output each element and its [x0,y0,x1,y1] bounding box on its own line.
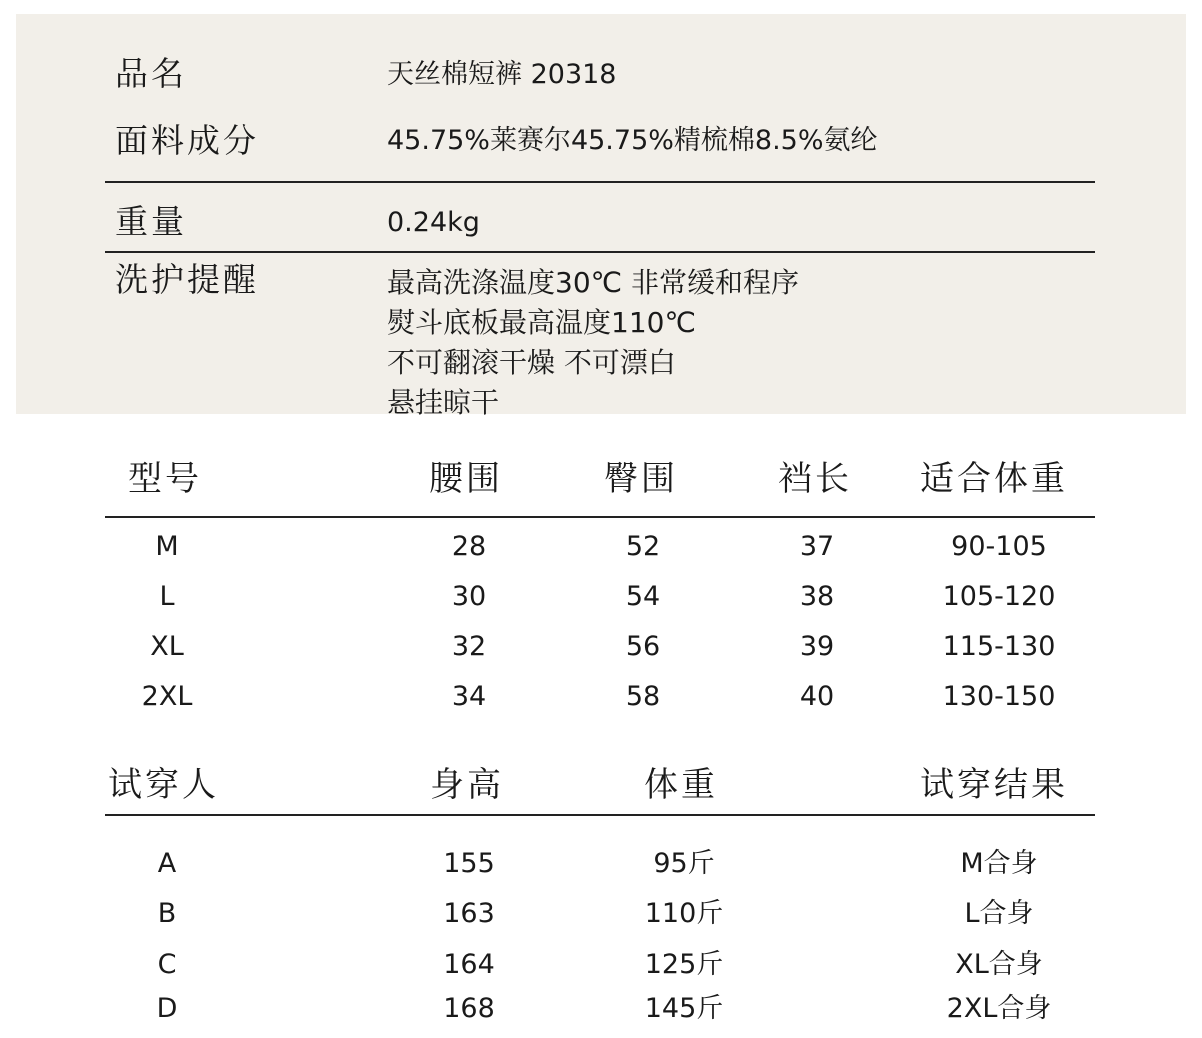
size-cell: 105-120 [942,581,1056,612]
size-cell: L [159,581,175,612]
fit-cell: B [157,898,177,929]
fabric-value: 45.75%莱赛尔45.75%精梳棉8.5%氨纶 [387,125,878,156]
fit-cell: D [156,993,178,1024]
size-header-rise: 裆长 [778,459,852,499]
size-cell: 39 [799,631,835,662]
size-cell: 37 [799,531,835,562]
fit-cell: L合身 [964,898,1034,929]
size-header-waist: 腰围 [429,459,503,499]
care-instructions [387,263,799,423]
size-table-divider [105,516,1095,518]
size-cell: 2XL [141,681,193,712]
size-cell: 58 [625,681,661,712]
fit-header-weight: 体重 [644,765,718,805]
size-cell: 56 [625,631,661,662]
fit-cell: 95斤 [653,848,715,879]
fit-cell: C [157,949,177,980]
care-label: 洗护提醒 [115,260,259,299]
size-cell: 32 [451,631,487,662]
size-header-weight: 适合体重 [920,459,1068,499]
divider-top [105,181,1095,183]
fit-cell: M合身 [960,848,1038,879]
size-cell: XL [150,631,184,662]
fit-cell: 163 [443,898,495,929]
care-line: 悬挂晾干 [387,386,500,419]
size-cell: 38 [799,581,835,612]
size-cell: 28 [451,531,487,562]
size-cell: 40 [799,681,835,712]
fit-cell: 125斤 [644,949,724,980]
size-header-hip: 臀围 [604,459,678,499]
care-line: 熨斗底板最高温度110℃ [387,306,696,339]
fit-header-tester: 试穿人 [108,765,219,805]
size-header-model: 型号 [128,459,202,499]
size-cell: 115-130 [942,631,1056,662]
fit-cell: A [157,848,177,879]
size-cell: 52 [625,531,661,562]
weight-label: 重量 [115,202,187,241]
fit-cell: 155 [443,848,495,879]
size-cell: 54 [625,581,661,612]
size-cell: M [155,531,179,562]
size-cell: 34 [451,681,487,712]
fit-cell: 110斤 [644,898,724,929]
fit-header-height: 身高 [430,765,504,805]
weight-value: 0.24kg [387,207,480,238]
fit-cell: 164 [443,949,495,980]
fit-cell: 2XL合身 [946,993,1052,1024]
size-cell: 130-150 [942,681,1056,712]
divider-middle [105,251,1095,253]
size-cell: 30 [451,581,487,612]
size-cell: 90-105 [951,531,1047,562]
fit-cell: 145斤 [644,993,724,1024]
name-label: 品名 [115,54,187,93]
fit-table-divider [105,814,1095,816]
care-line: 最高洗涤温度30℃ 非常缓和程序 [387,266,799,299]
name-value: 天丝棉短裤 20318 [387,59,617,90]
fit-header-result: 试穿结果 [920,765,1068,805]
fit-cell: 168 [443,993,495,1024]
care-line: 不可翻滚干燥 不可漂白 [387,346,676,379]
fabric-label: 面料成分 [115,121,259,160]
fit-cell: XL合身 [955,949,1043,980]
